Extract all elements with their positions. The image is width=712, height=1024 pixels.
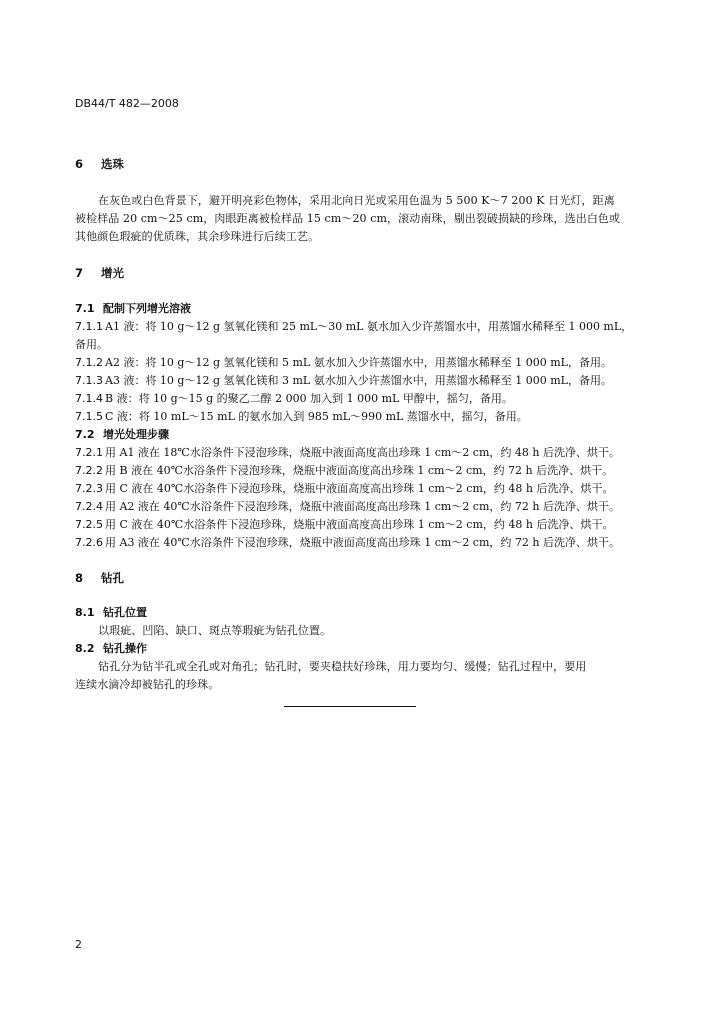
list-item (75, 354, 612, 370)
item-number: 7.1.5 (75, 410, 103, 423)
item-number: 7.1.4 (75, 392, 103, 405)
section-number: 7 (75, 266, 84, 280)
item-text: 用 C 液在 40℃水浴条件下浸泡珍珠，烧瓶中液面高度高出珍珠 1 cm～2 cm，约 48 h 后洗净、烘干。 (105, 482, 614, 495)
section-title: 增光 (101, 266, 124, 280)
section-8-heading (75, 570, 124, 586)
subsection-title: 配制下列增光溶液 (103, 302, 191, 315)
list-item (75, 516, 613, 532)
item-number: 7.2.5 (75, 518, 103, 531)
document-code: DB44/T 482—2008 (75, 97, 179, 110)
paragraph-line: 钻孔分为钻半孔或全孔或对角孔；钻孔时，要夹稳扶好珍珠，用力要均匀、缓慢；钻孔过程中，要用 (98, 660, 587, 673)
item-text: 备用。 (75, 338, 108, 351)
item-text: B 液：将 10 g～15 g 的聚乙二醇 2 000 加入到 1 000 mL 甲醇中，摇匀，备用。 (105, 392, 513, 405)
list-item (75, 444, 620, 460)
paragraph-line: 连续水滴冷却被钻孔的珍珠。 (75, 678, 220, 691)
list-item (75, 336, 108, 352)
item-text: A1 液：将 10 g～12 g 氢氧化镁和 25 mL～30 mL 氨水加入少许蒸馏水中，用蒸馏水稀释至 1 000 mL， (105, 320, 633, 333)
item-text: C 液：将 10 mL～15 mL 的氨水加入到 985 mL～990 mL 蒸馏水中，摇匀，备用。 (105, 410, 528, 423)
subsection-number: 8.2 (75, 642, 95, 655)
list-item (75, 498, 620, 514)
item-text: 用 A2 液在 40℃水浴条件下浸泡珍珠，烧瓶中液面高度高出珍珠 1 cm～2 cm，约 72 h 后洗净、烘干。 (105, 500, 620, 513)
list-item (75, 534, 620, 550)
subsection-number: 7.2 (75, 428, 95, 441)
subsection-title: 钻孔位置 (103, 606, 147, 619)
item-text: 用 B 液在 40℃水浴条件下浸泡珍珠，烧瓶中液面高度高出珍珠 1 cm～2 cm，约 72 h 后洗净、烘干。 (105, 464, 614, 477)
list-item (75, 480, 613, 496)
paragraph-line: 被检样品 20 cm～25 cm，肉眼距离被检样品 15 cm～20 cm，滚动南珠，剔出裂破损缺的珍珠，选出白色或 (75, 212, 621, 225)
item-number: 7.2.1 (75, 446, 103, 459)
item-text: A3 液：将 10 g～12 g 氢氧化镁和 3 mL 氨水加入少许蒸馏水中，用蒸馏水稀释至 1 000 mL，备用。 (105, 374, 612, 387)
paragraph-line: 其他颜色瑕疵的优质珠，其余珍珠进行后续工艺。 (75, 230, 320, 243)
item-text: A2 液：将 10 g～12 g 氢氧化镁和 5 mL 氨水加入少许蒸馏水中，用蒸馏水稀释至 1 000 mL，备用。 (105, 356, 612, 369)
subsection-number: 8.1 (75, 606, 95, 619)
paragraph-line: 在灰色或白色背景下，避开明亮彩色物体，采用北向日光或采用色温为 5 500 K～7 200 K 日光灯，距离 (98, 194, 615, 207)
page-number: 2 (75, 938, 82, 951)
item-number: 7.2.4 (75, 500, 103, 513)
item-text: 用 A3 液在 40℃水浴条件下浸泡珍珠，烧瓶中液面高度高出珍珠 1 cm～2 cm，约 72 h 后洗净、烘干。 (105, 536, 620, 549)
subsection-7-2-heading (75, 426, 169, 442)
item-text: 用 A1 液在 18℃水浴条件下浸泡珍珠，烧瓶中液面高度高出珍珠 1 cm～2 cm，约 48 h 后洗净、烘干。 (105, 446, 620, 459)
section-title: 选珠 (101, 157, 124, 171)
section-number: 8 (75, 571, 84, 585)
section-title: 钻孔 (101, 571, 124, 585)
item-number: 7.1.1 (75, 320, 103, 333)
item-number: 7.1.2 (75, 356, 103, 369)
list-item (75, 318, 632, 334)
section-6-heading (75, 156, 124, 172)
item-number: 7.2.2 (75, 464, 103, 477)
subsection-7-1-heading (75, 300, 191, 316)
item-text: 用 C 液在 40℃水浴条件下浸泡珍珠，烧瓶中液面高度高出珍珠 1 cm～2 cm，约 48 h 后洗净、烘干。 (105, 518, 614, 531)
subsection-8-2-heading (75, 640, 147, 656)
subsection-title: 钻孔操作 (103, 642, 147, 655)
subsection-number: 7.1 (75, 302, 95, 315)
section-number: 6 (75, 157, 84, 171)
list-item (75, 462, 613, 478)
item-number: 7.2.6 (75, 536, 103, 549)
list-item (75, 390, 513, 406)
item-number: 7.2.3 (75, 482, 103, 495)
end-rule (284, 706, 416, 707)
list-item (75, 408, 528, 424)
item-number: 7.1.3 (75, 374, 103, 387)
paragraph-line: 以瑕疵、凹陷、缺口、斑点等瑕疵为钻孔位置。 (98, 624, 332, 637)
subsection-title: 增光处理步骤 (103, 428, 169, 441)
list-item (75, 372, 612, 388)
section-7-heading (75, 265, 124, 281)
subsection-8-1-heading (75, 604, 147, 620)
